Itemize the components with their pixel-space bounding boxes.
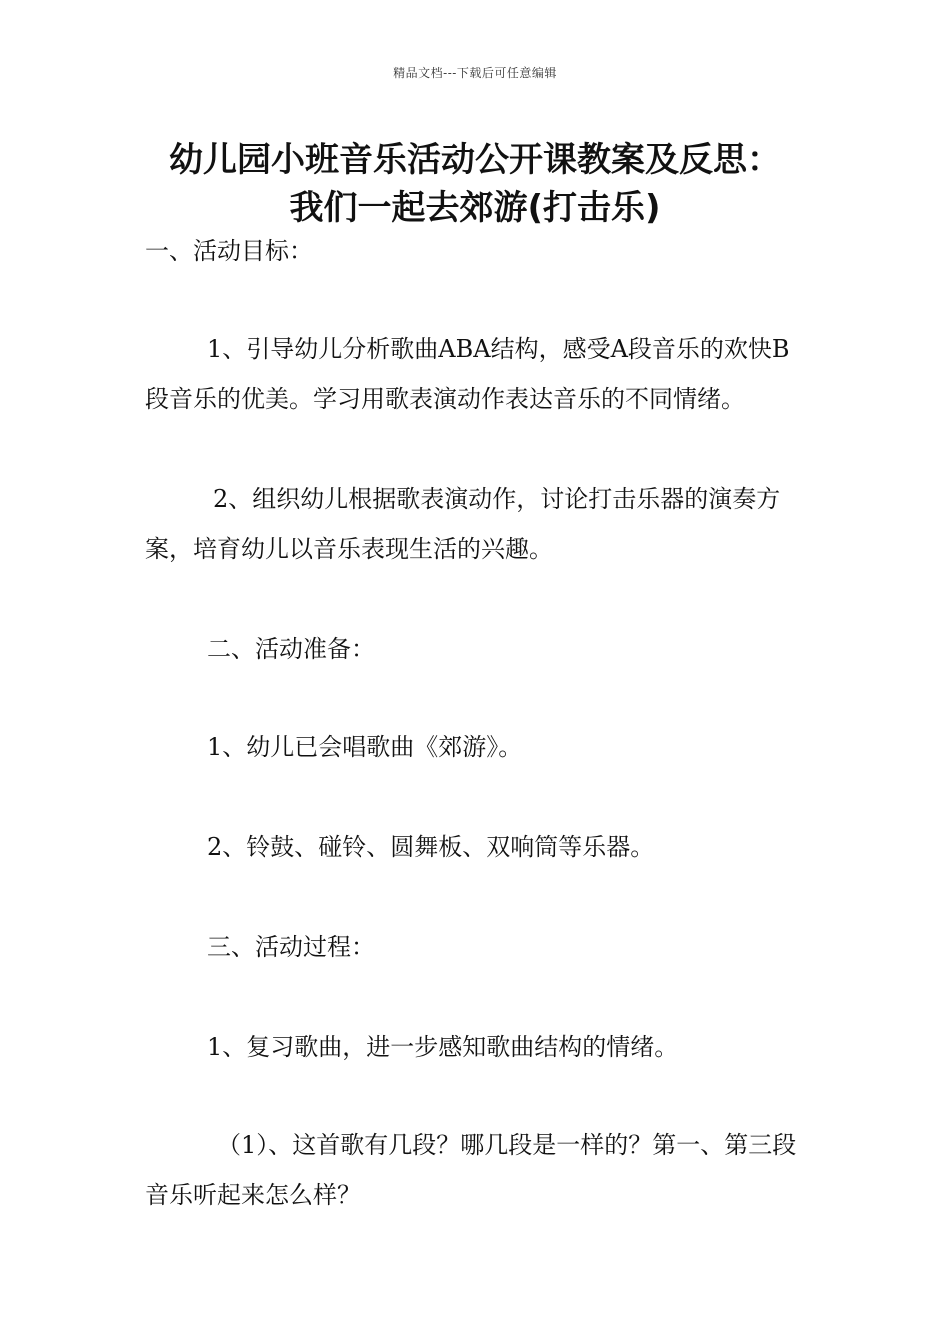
paragraph-process-1: 1、复习歌曲，进一步感知歌曲结构的情绪。: [207, 1033, 679, 1061]
paragraph-prep-1: 1、幼儿已会唱歌曲《郊游》。: [207, 733, 523, 761]
paragraph-goal-1: 1、引导幼儿分析歌曲ABA结构，感受A段音乐的欢快B段音乐的优美。学习用歌表演动作表达音乐的不同情绪。: [145, 335, 790, 413]
section-heading-goals: 一、活动目标：: [145, 237, 313, 265]
paragraph-goal-2: 2、组织幼儿根据歌表演动作，讨论打击乐器的演奏方案，培育幼儿以音乐表现生活的兴趣。: [145, 485, 781, 563]
page-header: 精品文档---下载后可任意编辑: [393, 66, 557, 80]
section-heading-preparation: 二、活动准备：: [207, 635, 375, 663]
paragraph-prep-2: 2、铃鼓、碰铃、圆舞板、双响筒等乐器。: [207, 833, 655, 861]
document-title-line-2: 我们一起去郊游(打击乐): [289, 188, 661, 228]
section-heading-process: 三、活动过程：: [207, 933, 375, 961]
document-title-line-1: 幼儿园小班音乐活动公开课教案及反思：: [169, 140, 781, 180]
paragraph-process-1-question-1: （1）、这首歌有几段？哪几段是一样的？第一、第三段音乐听起来怎么样？: [145, 1131, 797, 1209]
